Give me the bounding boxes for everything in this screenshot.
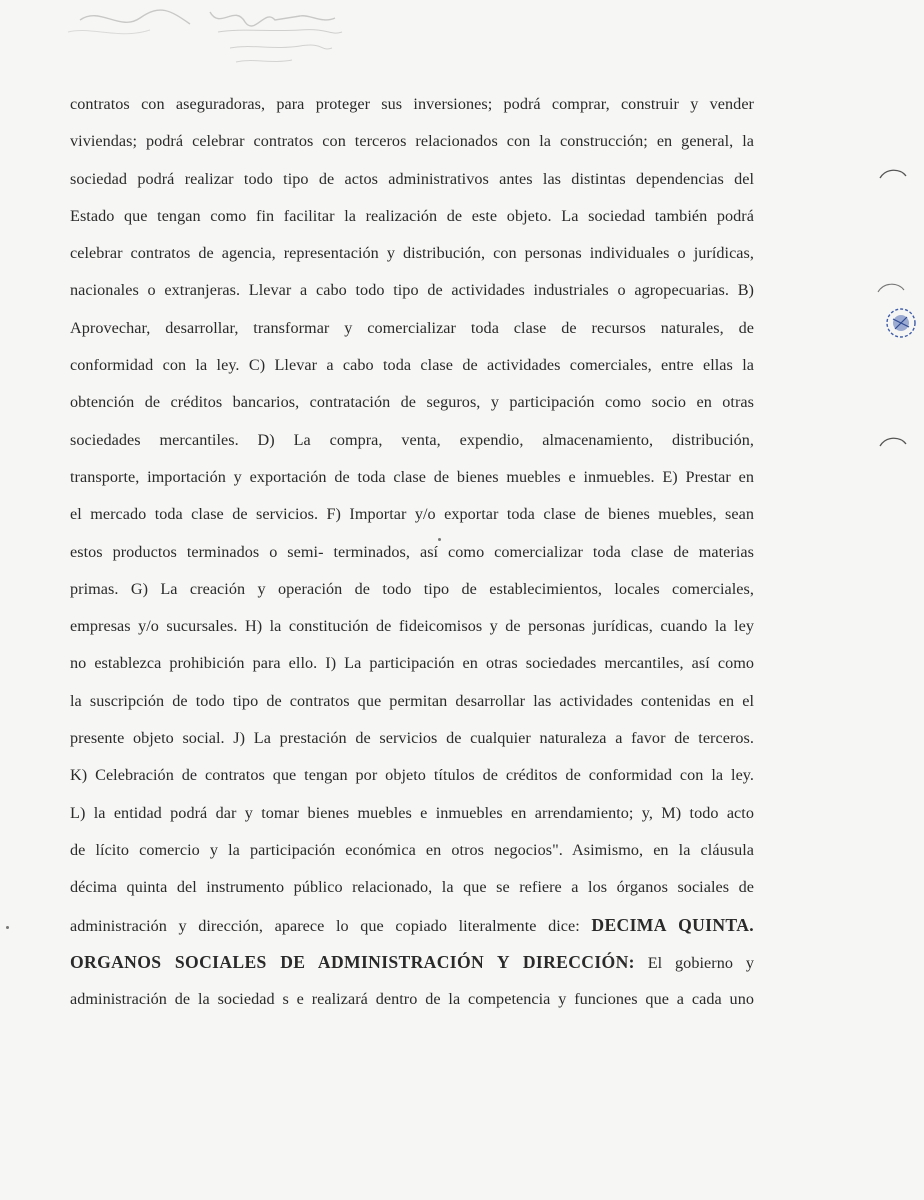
punch-hole-mark bbox=[872, 162, 912, 202]
text-line: décima quinta del instrumento público relacionado, la que se refiere a los órganos sociales de bbox=[70, 878, 754, 897]
text-line: sociedades mercantiles. D) La compra, venta, expendio, almacenamiento, distribución, bbox=[70, 430, 754, 449]
text-line: contratos con aseguradoras, para proteger sus inversiones; podrá comprar, construir y vender bbox=[70, 95, 754, 113]
text-line: obtención de créditos bancarios, contratación de seguros, y participación como socio en otras bbox=[70, 393, 754, 412]
document-body bbox=[70, 86, 754, 1018]
text-line: conformidad con la ley. C) Llevar a cabo toda clase de actividades comerciales, entre ellas la bbox=[70, 356, 754, 375]
text-line: no establezca prohibición para ello. I) La participación en otras sociedades mercantiles, así como bbox=[70, 654, 754, 673]
seal-icon bbox=[884, 306, 918, 340]
clause-heading: ORGANOS SOCIALES DE ADMINISTRACIÓN Y DIRECCIÓN: bbox=[70, 951, 635, 972]
signature-stamp bbox=[60, 2, 360, 80]
text-line: viviendas; podrá celebrar contratos con terceros relacionados con la construcción; en general, la bbox=[70, 132, 754, 151]
text-line: estos productos terminados o semi- terminados, así como comercializar toda clase de materias bbox=[70, 542, 754, 561]
text-segment: administración y dirección, aparece lo que copiado literalmente dice: bbox=[70, 916, 592, 935]
speck bbox=[438, 538, 441, 541]
text-line: administración de la sociedad s e realizará dentro de la competencia y funciones que a cada uno bbox=[70, 990, 754, 1009]
text-line: empresas y/o sucursales. H) la constitución de fideicomisos y de personas jurídicas, cuando la ley bbox=[70, 617, 754, 636]
text-line bbox=[70, 944, 754, 981]
text-line: primas. G) La creación y operación de todo tipo de establecimientos, locales comerciales, bbox=[70, 579, 754, 598]
text-line: Estado que tengan como fin facilitar la realización de este objeto. La sociedad también podrá bbox=[70, 206, 754, 225]
text-line: sociedad podrá realizar todo tipo de actos administrativos antes las distintas dependencias del bbox=[70, 169, 754, 188]
text-line: celebrar contratos de agencia, representación y distribución, con personas individuales o jurídicas, bbox=[70, 244, 754, 263]
text-line: L) la entidad podrá dar y tomar bienes muebles e inmuebles en arrendamiento; y, M) todo acto bbox=[70, 803, 754, 822]
speck bbox=[6, 926, 9, 929]
text-line: el mercado toda clase de servicios. F) Importar y/o exportar toda clase de bienes muebles, sean bbox=[70, 505, 754, 524]
text-line: K) Celebración de contratos que tengan por objeto títulos de créditos de conformidad con la ley. bbox=[70, 766, 754, 785]
text-segment: El gobierno y bbox=[634, 953, 754, 972]
text-line: nacionales o extranjeras. Llevar a cabo todo tipo de actividades industriales o agropecuarias. B) bbox=[70, 281, 754, 300]
text-line: transporte, importación y exportación de toda clase de bienes muebles e inmuebles. E) Prestar en bbox=[70, 467, 754, 486]
clause-heading: DECIMA QUINTA. bbox=[591, 914, 755, 935]
text-line bbox=[70, 907, 754, 944]
text-line: Aprovechar, desarrollar, transformar y comercializar toda clase de recursos naturales, de bbox=[70, 318, 754, 337]
text-line: de lícito comercio y la participación económica en otros negocios". Asimismo, en la cláusula bbox=[70, 840, 754, 859]
punch-hole-mark bbox=[872, 430, 912, 470]
text-line: presente objeto social. J) La prestación de servicios de cualquier naturaleza a favor de terceros. bbox=[70, 729, 754, 748]
text-line: la suscripción de todo tipo de contratos que permitan desarrollar las actividades contenidas en el bbox=[70, 691, 754, 710]
